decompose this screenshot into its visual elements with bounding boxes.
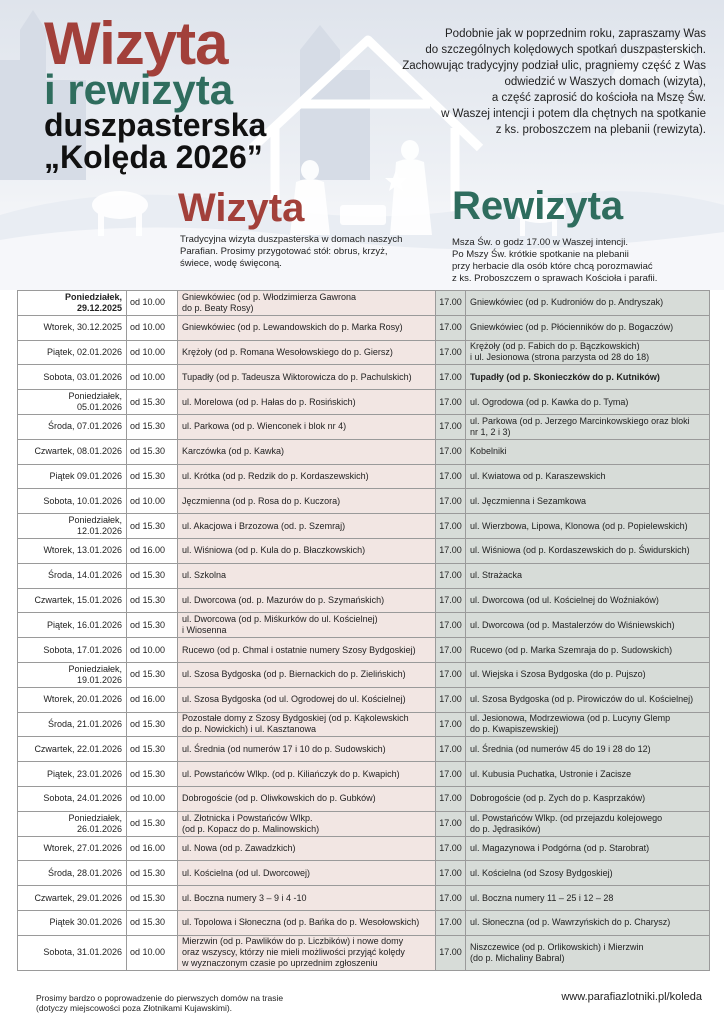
rewizyta-line: ul. Jesionowa, Modrzewiowa (od p. Lucyny Glemp [470, 713, 671, 724]
schedule-row [18, 935, 710, 970]
rewizyta-cell [466, 390, 710, 415]
rewizyta-line: ul. Szosa Bydgoska (od p. Pirowiczów do ul. Kościelnej) [470, 694, 694, 705]
time-cell: od 15.30 [127, 910, 178, 935]
schedule-row [18, 886, 710, 911]
wizyta-cell [178, 439, 436, 464]
time-cell: od 16.00 [127, 538, 178, 563]
rewizyta-line: ul. Boczna numery 11 – 25 i 12 – 28 [470, 892, 614, 903]
rewizyta-line: ul. Dworcowa (od ul. Kościelnej do Woźniaków) [470, 594, 659, 605]
title-koleda: „Kolęda 2026” [44, 139, 263, 175]
rewizyta-line: ul. Parkowa (od p. Jerzego Marcinkowskiego oraz bloki [470, 415, 690, 426]
rewizyta-time-cell: 17.00 [436, 687, 466, 712]
date-cell: Poniedziałek, 26.01.2026 [18, 811, 127, 836]
wizyta-line: ul. Dworcowa (od. p. Mazurów do p. Szymańskich) [182, 594, 385, 605]
intro-line: w Waszej intencji i potem dla chętnych na spotkanie [441, 108, 706, 120]
wizyta-cell [178, 762, 436, 787]
rewizyta-cell [466, 910, 710, 935]
rewizyta-line: ul. Wiśniowa (od p. Kordaszewskich do p. Świdurskich) [470, 545, 690, 556]
wizyta-line: Tupadły (od p. Tadeusza Wiktorowicza do p. Pachulskich) [182, 371, 412, 382]
wizyta-cell [178, 613, 436, 638]
rewizyta-line: Niszczewice (od p. Orlikowskich) i Mierzwin [470, 941, 644, 952]
footer-note [36, 993, 283, 1013]
date-cell: Sobota, 10.01.2026 [18, 489, 127, 514]
rewizyta-desc-line: Po Mszy Św. krótkie spotkanie na plebanii [452, 249, 629, 260]
rewizyta-cell [466, 737, 710, 762]
time-cell: od 10.00 [127, 291, 178, 316]
wizyta-desc-line: Parafian. Prosimy przygotować stół: obrus, krzyż, [180, 246, 388, 257]
title-i-rewizyta: i rewizyta [44, 66, 234, 113]
date-cell: Piątek, 02.01.2026 [18, 340, 127, 365]
date-cell: Wtorek, 30.12.2025 [18, 315, 127, 340]
rewizyta-line: ul. Dworcowa (od p. Mastalerzów do Wiśniewskich) [470, 619, 675, 630]
rewizyta-line: ul. Strażacka [470, 570, 523, 581]
schedule-row [18, 737, 710, 762]
time-cell: od 15.30 [127, 390, 178, 415]
wizyta-line: ul. Powstańców Wlkp. (od p. Kiliańczyk do p. Kwapich) [182, 768, 400, 779]
schedule-row [18, 414, 710, 439]
wizyta-line: ul. Szkolna [182, 570, 227, 581]
schedule-row [18, 811, 710, 836]
rewizyta-time-cell: 17.00 [436, 439, 466, 464]
rewizyta-cell [466, 662, 710, 687]
date-cell: Środa, 21.01.2026 [18, 712, 127, 737]
schedule-row [18, 365, 710, 390]
date-cell: Środa, 28.01.2026 [18, 861, 127, 886]
schedule-row [18, 563, 710, 588]
rewizyta-time-cell: 17.00 [436, 910, 466, 935]
schedule-row [18, 588, 710, 613]
date-cell: Poniedziałek, 12.01.2026 [18, 514, 127, 539]
schedule-row [18, 786, 710, 811]
time-cell: od 15.30 [127, 563, 178, 588]
wizyta-line: Krężoły (od p. Romana Wesołowskiego do p. Giersz) [182, 346, 393, 357]
rewizyta-time-cell: 17.00 [436, 514, 466, 539]
rewizyta-time-cell: 17.00 [436, 861, 466, 886]
rewizyta-cell [466, 811, 710, 836]
rewizyta-cell [466, 712, 710, 737]
wizyta-line: Pozostałe domy z Szosy Bydgoskiej (od p. Kąkolewskich [182, 713, 409, 724]
date-cell: Poniedziałek, 29.12.2025 [18, 291, 127, 316]
schedule-row [18, 762, 710, 787]
rewizyta-time-cell: 17.00 [436, 464, 466, 489]
rewizyta-time-cell: 17.00 [436, 489, 466, 514]
wizyta-line: ul. Nowa (od p. Zawadzkich) [182, 842, 296, 853]
rewizyta-line: ul. Jęczmienna i Sezamkowa [470, 495, 587, 506]
date-cell: Sobota, 17.01.2026 [18, 638, 127, 663]
rewizyta-line: Gniewkówiec (od p. Płócienników do p. Bogaczów) [470, 322, 674, 333]
schedule-row [18, 638, 710, 663]
wizyta-description [180, 234, 420, 270]
wizyta-line: ul. Kościelna (od ul. Dworcowej) [182, 867, 311, 878]
rewizyta-time-cell: 17.00 [436, 365, 466, 390]
wizyta-line: ul. Szosa Bydgoska (od ul. Ogrodowej do ul. Kościelnej) [182, 694, 406, 705]
wizyta-cell [178, 588, 436, 613]
time-cell: od 15.30 [127, 588, 178, 613]
time-cell: od 15.30 [127, 514, 178, 539]
wizyta-line: i Wiosenna [182, 625, 227, 636]
time-cell: od 15.30 [127, 712, 178, 737]
wizyta-cell [178, 811, 436, 836]
time-cell: od 15.30 [127, 662, 178, 687]
wizyta-line: Rucewo (od p. Chmal i ostatnie numery Szosy Bydgoskiej) [182, 644, 416, 655]
wizyta-cell [178, 514, 436, 539]
wizyta-cell [178, 662, 436, 687]
wizyta-desc-line: Tradycyjna wizyta duszpasterska w domach naszych [180, 234, 403, 245]
schedule-row [18, 712, 710, 737]
date-cell: Sobota, 24.01.2026 [18, 786, 127, 811]
schedule-row [18, 687, 710, 712]
time-cell: od 15.30 [127, 414, 178, 439]
wizyta-line: ul. Krótka (od p. Redzik do p. Kordaszewskich) [182, 470, 369, 481]
wizyta-line: ul. Boczna numery 3 – 9 i 4 -10 [182, 892, 307, 903]
schedule-row [18, 291, 710, 316]
rewizyta-desc-line: z ks. Proboszczem o sprawach Kościoła i parafii. [452, 273, 658, 284]
rewizyta-time-cell: 17.00 [436, 762, 466, 787]
wizyta-line: ul. Morelowa (od p. Hałas do p. Rosińskich) [182, 396, 356, 407]
rewizyta-cell [466, 563, 710, 588]
date-cell: Piątek 09.01.2026 [18, 464, 127, 489]
wizyta-line: w wyznaczonym czasie po uprzednim zgłoszeniu [182, 958, 378, 969]
time-cell: od 10.00 [127, 489, 178, 514]
time-cell: od 10.00 [127, 365, 178, 390]
wizyta-cell [178, 291, 436, 316]
date-cell: Czwartek, 22.01.2026 [18, 737, 127, 762]
schedule-row [18, 315, 710, 340]
wizyta-cell [178, 687, 436, 712]
wizyta-cell [178, 886, 436, 911]
schedule-row [18, 538, 710, 563]
wizyta-line: ul. Parkowa (od p. Wienconek i blok nr 4) [182, 421, 347, 432]
wizyta-line: ul. Złotnicka i Powstańców Wlkp. [182, 812, 313, 823]
date-cell: Wtorek, 13.01.2026 [18, 538, 127, 563]
rewizyta-time-cell: 17.00 [436, 588, 466, 613]
time-cell: od 15.30 [127, 762, 178, 787]
wizyta-line: oraz wszyscy, którzy nie mieli możliwości przyjąć kolędy [182, 947, 405, 958]
wizyta-line: (od p. Kopacz do p. Malinowskich) [182, 823, 320, 834]
rewizyta-time-cell: 17.00 [436, 538, 466, 563]
schedule-table [17, 290, 710, 971]
rewizyta-line: do p. Kwapiszewskiej) [470, 724, 559, 735]
schedule-row [18, 340, 710, 365]
footer-note-line: Prosimy bardzo o poprowadzenie do pierwszych domów na trasie [36, 993, 284, 1003]
time-cell: od 15.30 [127, 737, 178, 762]
time-cell: od 10.00 [127, 315, 178, 340]
rewizyta-time-cell: 17.00 [436, 638, 466, 663]
wizyta-desc-line: świece, wodę święconą. [180, 258, 282, 269]
wizyta-line: ul. Średnia (od numerów 17 i 10 do p. Sudowskich) [182, 743, 386, 754]
rewizyta-line: ul. Słoneczna (od p. Wawrzyńskich do p. Charysz) [470, 917, 671, 928]
rewizyta-time-cell: 17.00 [436, 886, 466, 911]
rewizyta-cell [466, 762, 710, 787]
rewizyta-line: nr 1, 2 i 3) [470, 426, 511, 437]
date-cell: Poniedziałek, 05.01.2026 [18, 390, 127, 415]
schedule-row [18, 613, 710, 638]
time-cell: od 15.30 [127, 811, 178, 836]
rewizyta-time-cell: 17.00 [436, 811, 466, 836]
intro-line: do szczególnych kolędowych spotkań duszpasterskich. [425, 44, 706, 56]
wizyta-cell [178, 935, 436, 970]
rewizyta-line: ul. Wierzbowa, Lipowa, Klonowa (od p. Popielewskich) [470, 520, 688, 531]
hero-banner [0, 0, 724, 290]
wizyta-line: Mierzwin (od p. Pawlików do p. Liczbików) i nowe domy [182, 936, 404, 947]
rewizyta-heading: Rewizyta [452, 184, 624, 228]
rewizyta-time-cell: 17.00 [436, 291, 466, 316]
title-wizyta: Wizyta [44, 10, 228, 77]
rewizyta-time-cell: 17.00 [436, 563, 466, 588]
time-cell: od 16.00 [127, 687, 178, 712]
time-cell: od 15.30 [127, 613, 178, 638]
schedule-row [18, 390, 710, 415]
date-cell: Czwartek, 29.01.2026 [18, 886, 127, 911]
rewizyta-cell [466, 836, 710, 861]
rewizyta-time-cell: 17.00 [436, 340, 466, 365]
wizyta-cell [178, 861, 436, 886]
rewizyta-cell [466, 935, 710, 970]
schedule-row [18, 489, 710, 514]
wizyta-line: Gniewkówiec (od p. Lewandowskich do p. Marka Rosy) [182, 322, 403, 333]
date-cell: Wtorek, 27.01.2026 [18, 836, 127, 861]
date-cell: Piątek, 23.01.2026 [18, 762, 127, 787]
intro-line: z ks. proboszczem na plebanii (rewizyta). [495, 124, 706, 136]
rewizyta-cell [466, 315, 710, 340]
date-cell: Sobota, 31.01.2026 [18, 935, 127, 970]
wizyta-line: ul. Akacjowa i Brzozowa (od. p. Szemraj) [182, 520, 346, 531]
wizyta-cell [178, 464, 436, 489]
date-cell: Sobota, 03.01.2026 [18, 365, 127, 390]
wizyta-line: do p. Nowickich) i ul. Kasztanowa [182, 724, 317, 735]
wizyta-line: do p. Beaty Rosy) [182, 302, 254, 313]
date-cell: Środa, 07.01.2026 [18, 414, 127, 439]
wizyta-cell [178, 638, 436, 663]
time-cell: od 10.00 [127, 340, 178, 365]
wizyta-line: ul. Wiśniowa (od p. Kula do p. Błaczkowskich) [182, 545, 366, 556]
rewizyta-time-cell: 17.00 [436, 737, 466, 762]
rewizyta-desc-line: Msza Św. o godz 17.00 w Waszej intencji. [452, 237, 629, 248]
wizyta-cell [178, 340, 436, 365]
wizyta-cell [178, 836, 436, 861]
intro-line: odwiedzić w Waszych domach (wizyta), [504, 76, 706, 88]
rewizyta-cell [466, 638, 710, 663]
rewizyta-cell [466, 786, 710, 811]
date-cell: Wtorek, 20.01.2026 [18, 687, 127, 712]
rewizyta-cell [466, 538, 710, 563]
time-cell: od 10.00 [127, 786, 178, 811]
rewizyta-cell [466, 464, 710, 489]
rewizyta-cell [466, 291, 710, 316]
rewizyta-cell [466, 613, 710, 638]
date-cell: Poniedziałek, 19.01.2026 [18, 662, 127, 687]
rewizyta-line: ul. Powstańców Wlkp. (od przejazdu kolejowego [470, 812, 663, 823]
intro-paragraph [376, 26, 706, 138]
wizyta-cell [178, 315, 436, 340]
schedule-row [18, 464, 710, 489]
time-cell: od 16.00 [127, 836, 178, 861]
time-cell: od 15.30 [127, 464, 178, 489]
rewizyta-cell [466, 414, 710, 439]
time-cell: od 10.00 [127, 638, 178, 663]
wizyta-cell [178, 910, 436, 935]
wizyta-line: ul. Dworcowa (od p. Miśkurków do ul. Kościelnej) [182, 614, 378, 625]
wizyta-cell [178, 390, 436, 415]
rewizyta-line: ul. Ogrodowa (od p. Kawka do p. Tyma) [470, 396, 629, 407]
date-cell: Piątek, 16.01.2026 [18, 613, 127, 638]
date-cell: Środa, 14.01.2026 [18, 563, 127, 588]
rewizyta-description [452, 237, 702, 285]
date-cell: Piątek 30.01.2026 [18, 910, 127, 935]
rewizyta-time-cell: 17.00 [436, 786, 466, 811]
rewizyta-line: do p. Jędrasików) [470, 823, 541, 834]
rewizyta-time-cell: 17.00 [436, 414, 466, 439]
wizyta-heading: Wizyta [178, 186, 305, 230]
rewizyta-cell [466, 514, 710, 539]
rewizyta-line: ul. Kościelna (od Szosy Bydgoskiej) [470, 867, 613, 878]
rewizyta-line: Kobelniki [470, 446, 507, 457]
schedule-row [18, 910, 710, 935]
rewizyta-line: ul. Magazynowa i Podgórna (od p. Starobrat) [470, 842, 650, 853]
schedule-row [18, 836, 710, 861]
wizyta-cell [178, 712, 436, 737]
rewizyta-line: ul. Kwiatowa od p. Karaszewskich [470, 470, 606, 481]
rewizyta-time-cell: 17.00 [436, 390, 466, 415]
rewizyta-time-cell: 17.00 [436, 315, 466, 340]
wizyta-line: Jęczmienna (od p. Rosa do p. Kuczora) [182, 495, 341, 506]
footer-url[interactable]: www.parafiazlotniki.pl/koleda [561, 991, 702, 1003]
wizyta-cell [178, 737, 436, 762]
rewizyta-line: ul. Średnia (od numerów 45 do 19 i 28 do 12) [470, 743, 651, 754]
rewizyta-line: ul. Wiejska i Szosa Bydgoska (do p. Pujszo) [470, 669, 646, 680]
wizyta-line: Gniewkówiec (od p. Włodzimierza Gawrona [182, 291, 357, 302]
title-duszpasterska: duszpasterska [44, 107, 267, 143]
wizyta-line: ul. Topolowa i Słoneczna (od p. Bańka do p. Wesołowskich) [182, 917, 420, 928]
rewizyta-line: (do p. Michaliny Babral) [470, 952, 565, 963]
time-cell: od 15.30 [127, 439, 178, 464]
rewizyta-cell [466, 886, 710, 911]
rewizyta-line: Dobrogoście (od p. Zych do p. Kasprzaków) [470, 793, 646, 804]
rewizyta-cell [466, 340, 710, 365]
wizyta-line: Karczówka (od p. Kawka) [182, 446, 285, 457]
rewizyta-line: Rucewo (od p. Marka Szemraja do p. Sudowskich) [470, 644, 673, 655]
rewizyta-cell [466, 687, 710, 712]
rewizyta-time-cell: 17.00 [436, 662, 466, 687]
footer-note-line: (dotyczy miejscowości poza Złotnikami Kujawskimi). [36, 1003, 233, 1013]
rewizyta-cell [466, 489, 710, 514]
rewizyta-cell [466, 588, 710, 613]
wizyta-cell [178, 563, 436, 588]
date-cell: Czwartek, 08.01.2026 [18, 439, 127, 464]
rewizyta-line: Gniewkówiec (od p. Kudroniów do p. Andryszak) [470, 297, 664, 308]
rewizyta-line: Krężoły (od p. Fabich do p. Bączkowskich) [470, 341, 640, 352]
schedule-row [18, 861, 710, 886]
wizyta-cell [178, 489, 436, 514]
schedule-row [18, 662, 710, 687]
intro-line: a część zaprosić do kościoła na Mszę Św. [491, 92, 706, 104]
time-cell: od 10.00 [127, 935, 178, 970]
wizyta-cell [178, 538, 436, 563]
intro-line: Zachowując tradycyjny podział ulic, pragniemy część z Was [402, 60, 706, 72]
wizyta-cell [178, 365, 436, 390]
intro-line: Podobnie jak w poprzednim roku, zapraszamy Was [445, 28, 706, 40]
schedule-row [18, 514, 710, 539]
wizyta-cell [178, 786, 436, 811]
time-cell: od 15.30 [127, 861, 178, 886]
rewizyta-line: Tupadły (od p. Skonieczków do p. Kutników) [470, 371, 660, 382]
rewizyta-time-cell: 17.00 [436, 712, 466, 737]
wizyta-line: Dobrogoście (od p. Oliwkowskich do p. Gubków) [182, 793, 376, 804]
rewizyta-cell [466, 439, 710, 464]
rewizyta-time-cell: 17.00 [436, 836, 466, 861]
schedule-row [18, 439, 710, 464]
time-cell: od 15.30 [127, 886, 178, 911]
rewizyta-desc-line: przy herbacie dla osób które chcą porozmawiać [452, 261, 653, 272]
wizyta-line: ul. Szosa Bydgoska (od p. Biernackich do p. Zielińskich) [182, 669, 406, 680]
wizyta-cell [178, 414, 436, 439]
date-cell: Czwartek, 15.01.2026 [18, 588, 127, 613]
rewizyta-cell [466, 365, 710, 390]
rewizyta-line: i ul. Jesionowa (strona parzysta od 28 do 18) [470, 352, 650, 363]
rewizyta-cell [466, 861, 710, 886]
rewizyta-line: ul. Kubusia Puchatka, Ustronie i Zacisze [470, 768, 632, 779]
rewizyta-time-cell: 17.00 [436, 613, 466, 638]
rewizyta-time-cell: 17.00 [436, 935, 466, 970]
